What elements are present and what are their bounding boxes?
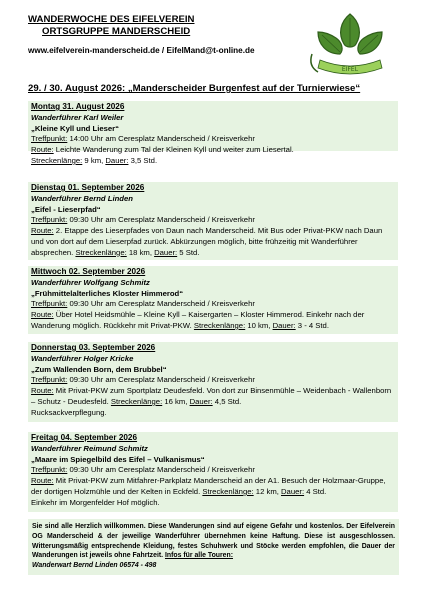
day-block-thursday	[28, 342, 398, 422]
day-route: Route: Mit Privat-PKW zum Mitfahrer-Parkplatz Manderscheid an der A1. Besuch der Holzmaar-Gruppe, der dortigen Holzmühle und der Kelten in Eckfeld. Streckenlänge: 12 km, Dauer: 4 Std.	[31, 476, 386, 496]
day-tour-name: „Maare im Spiegelbild des Eifel – Vulkanismus“	[31, 454, 205, 464]
day-extra-note: Einkehr im Morgenfelder Hof möglich.	[31, 497, 160, 507]
day-date: Donnerstag 03. September 2026	[31, 343, 156, 352]
day-route: Route: Leichte Wanderung zum Tal der Kleinen Kyll und weiter zum Liesertal.	[31, 145, 294, 155]
day-route: Route: Über Hotel Heidsmühle – Kleine Kyll – Kaisergarten – Kloster Himmerod. Einkehr nach der Wanderung möglich. Rückkehr mit Privat-PKW. Streckenlänge: 10 km, Dauer: 3 - 4 Std.	[31, 310, 365, 330]
day-meeting-point: Treffpunkt: 09:30 Uhr am Ceresplatz Manderscheid / Kreisverkehr	[31, 465, 255, 475]
day-length: Streckenlänge: 9 km, Dauer: 3,5 Std.	[31, 155, 158, 165]
day-guide: Wanderführer Karl Weiler	[31, 112, 124, 122]
day-block-monday	[28, 101, 398, 165]
day-meeting-point: Treffpunkt: 09:30 Uhr am Ceresplatz Manderscheid / Kreisverkehr	[31, 299, 255, 309]
day-route: Route: 2. Etappe des Lieserpfades von Daun nach Manderscheid. Mit Bus oder Privat-PKW nach Daun und von dort auf dem Lieserpfad zurück. Abkürzungen möglich, bitte frühzeitig mit Wanderführer absprechen. Streckenlänge: 18 km, Dauer: 5 Std.	[31, 226, 383, 257]
day-date: Montag 31. August 2026	[31, 102, 125, 111]
day-guide: Wanderführer Reimund Schmitz	[31, 443, 148, 453]
day-tour-name: „Zum Wallenden Born, dem Brubbel“	[31, 364, 167, 374]
header-title: WANDERWOCHE DES EIFELVEREIN	[28, 14, 195, 25]
day-guide: Wanderführer Wolfgang Schmitz	[31, 277, 150, 287]
day-date: Mittwoch 02. September 2026	[31, 267, 146, 276]
event-title: 29. / 30. August 2026: „Manderscheider Burgenfest auf der Turnierwiese“	[28, 83, 361, 94]
info-label: Infos für alle Touren:	[164, 552, 233, 560]
day-guide: Wanderführer Bernd Linden	[31, 193, 133, 203]
eifelverein-logo	[304, 10, 396, 82]
day-block-friday	[28, 432, 398, 512]
day-date: Freitag 04. September 2026	[31, 433, 138, 442]
warden-contact: Wanderwart Bernd Linden 06574 - 498	[32, 562, 157, 570]
day-guide: Wanderführer Holger Kricke	[31, 353, 134, 363]
day-extra-note: Rucksackverpflegung.	[31, 407, 107, 417]
day-block-wednesday	[28, 266, 398, 334]
header-block	[28, 14, 328, 57]
header-subtitle: ORTSGRUPPE MANDERSCHEID	[42, 26, 191, 37]
day-date: Dienstag 01. September 2026	[31, 183, 145, 192]
day-tour-name: „Frühmittelalterliches Kloster Himmerod“	[31, 288, 184, 298]
day-meeting-point: Treffpunkt: 14:00 Uhr am Ceresplatz Manderscheid / Kreisverkehr	[31, 134, 255, 144]
logo-ribbon-text: EIFEL	[341, 66, 359, 73]
day-route: Route: Mit Privat-PKW zum Sportplatz Deudesfeld. Von dort zur Binsenmühle – Weidenbach - Wallenborn – Schutz - Deudesfeld. Streckenlänge: 16 km, Dauer: 4,5 Std.	[31, 386, 392, 406]
website-link[interactable]: www.eifelverein-manderscheid.de	[28, 46, 160, 55]
day-block-tuesday	[28, 182, 398, 260]
contact-line	[28, 45, 328, 57]
day-tour-name: „Eifel - Lieserpfad“	[31, 204, 101, 214]
disclaimer-box	[28, 519, 399, 575]
separator: /	[159, 46, 167, 55]
disclaimer-text: Sie sind alle Herzlich willkommen. Diese Wanderungen sind auf eigene Gefahr und kostenlos. Der Eifelverein OG Manderscheid & der jeweilige Wanderführer übernehmen keine Haftung. Diese ist ausgeschlossen. Witterungsmäßig entsprechende Kleidung, festes Schuhwerk und Stöcke werden empfohlen, die Dauer der Wanderungen ist jeweils ohne Fahrtzeit.	[32, 523, 395, 560]
day-meeting-point: Treffpunkt: 09:30 Uhr am Ceresplatz Manderscheid / Kreisverkehr	[31, 375, 255, 385]
email-link[interactable]: EifelMand@t-online.de	[166, 46, 255, 55]
day-meeting-point: Treffpunkt: 09:30 Uhr am Ceresplatz Manderscheid / Kreisverkehr	[31, 215, 255, 225]
day-tour-name: „Kleine Kyll und Lieser“	[31, 123, 120, 133]
